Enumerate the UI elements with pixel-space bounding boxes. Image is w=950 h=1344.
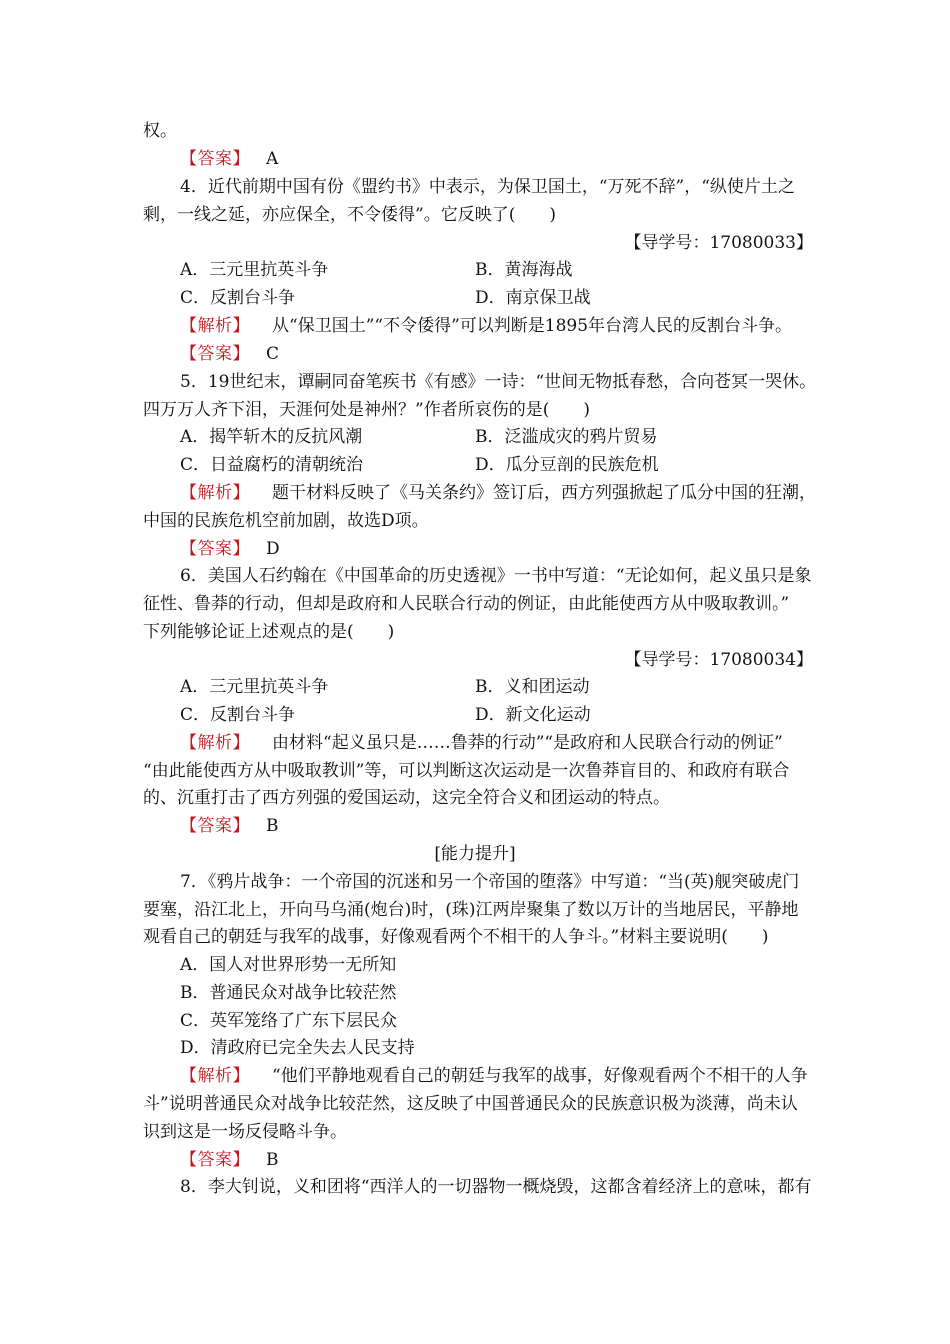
question-6-text: 征性、鲁莽的行动，但却是政府和人民联合行动的例证，由此能使西方从中吸取教训。” [143,594,790,614]
question-4-text: 4．近代前期中国有份《盟约书》中表示，为保卫国土，“万死不辞”，“纵使片土之 [180,177,795,197]
answer-tag: 【答案】 [180,344,250,364]
answer-row [180,342,279,366]
analysis-row [180,314,792,338]
option-b: B．普通民众对战争比较茫然 [180,983,397,1003]
option-c: C．反割台斗争 [180,705,296,725]
answer-value: B [266,816,279,836]
answer-row [180,147,278,171]
option-b: B．义和团运动 [475,677,590,697]
question-5-text: 四万万人齐下泪，天涯何处是神州？”作者所哀伤的是( ) [143,400,590,420]
analysis-tag: 【解析】 [180,316,250,336]
option-d: D．新文化运动 [475,705,591,725]
analysis-text: 中国的民族危机空前加剧，故选D项。 [143,511,429,531]
analysis-text: 的、沉重打击了西方列强的爱国运动，这完全符合义和团运动的特点。 [143,788,670,808]
answer-tag: 【答案】 [180,1150,250,1170]
text-line: 权。 [143,121,177,141]
question-7-text: 观看自己的朝廷与我军的战事，好像观看两个不相干的人争斗。”材料主要说明( ) [143,927,769,947]
answer-tag: 【答案】 [180,539,250,559]
option-a: A．三元里抗英斗争 [180,677,329,697]
answer-value: C [266,344,280,364]
question-7-text: 要塞，沿江北上，开向马乌涌(炮台)时，(珠)江两岸聚集了数以万计的当地居民，平静地 [143,900,799,920]
option-c: C．英军笼络了广东下层民众 [180,1011,398,1031]
analysis-row [180,1064,808,1088]
option-a: A．三元里抗英斗争 [180,260,329,280]
answer-value: A [266,149,279,169]
answer-tag: 【答案】 [180,149,250,169]
analysis-text: “他们平静地观看自己的朝廷与我军的战事，好像观看两个不相干的人争 [272,1066,808,1086]
option-b: B．泛滥成灾的鸦片贸易 [475,427,658,447]
analysis-tag: 【解析】 [180,733,250,753]
analysis-text: 由材料“起义虽只是……鲁莽的行动”“是政府和人民联合行动的例证” [272,733,783,753]
analysis-tag: 【解析】 [180,1066,250,1086]
analysis-text: 斗”说明普通民众对战争比较茫然，这反映了中国普通民众的民族意识极为淡薄，尚未认 [143,1094,798,1114]
option-a: A．揭竿斩木的反抗风潮 [180,427,363,447]
question-8-text: 8．李大钊说，义和团将“西洋人的一切器物一概烧毁，这都含着经济上的意味，都有 [180,1177,812,1197]
analysis-row [180,481,816,505]
answer-row [180,537,280,561]
option-a: A．国人对世界形势一无所知 [180,955,397,975]
answer-row [180,814,279,838]
answer-row [180,1148,279,1172]
guide-code: 【导学号：17080033】 [624,233,813,253]
option-c: C．日益腐朽的清朝统治 [180,455,364,475]
section-heading: [能力提升] [434,844,516,864]
answer-tag: 【答案】 [180,816,250,836]
analysis-text: 从“保卫国土”“不令倭得”可以判断是1895年台湾人民的反割台斗争。 [272,316,793,336]
option-d: D．清政府已完全失去人民支持 [180,1038,415,1058]
option-d: D．瓜分豆剖的民族危机 [475,455,659,475]
question-7-text: 7．《鸦片战争：一个帝国的沉迷和另一个帝国的堕落》中写道：“当(英)舰突破虎门 [180,872,800,892]
option-b: B．黄海海战 [475,260,573,280]
option-c: C．反割台斗争 [180,288,296,308]
question-6-text: 下列能够论证上述观点的是( ) [143,622,395,642]
question-4-text: 剩，一线之延，亦应保全，不令倭得”。它反映了( ) [143,205,556,225]
analysis-tag: 【解析】 [180,483,250,503]
question-5-text: 5．19世纪末，谭嗣同奋笔疾书《有感》一诗：“世间无物抵春愁，合向苍冥一哭休。 [180,372,817,392]
guide-code: 【导学号：17080034】 [624,650,813,670]
option-d: D．南京保卫战 [475,288,591,308]
analysis-row [180,731,783,755]
analysis-text: “由此能使西方从中吸取教训”等，可以判断这次运动是一次鲁莽盲目的、和政府有联合 [143,761,790,781]
answer-value: D [266,539,280,559]
analysis-text: 题干材料反映了《马关条约》签订后，西方列强掀起了瓜分中国的狂潮， [272,483,816,503]
answer-value: B [266,1150,279,1170]
question-6-text: 6．美国人石约翰在《中国革命的历史透视》一书中写道：“无论如何，起义虽只是象 [180,566,812,586]
analysis-text: 识到这是一场反侵略斗争。 [143,1122,347,1142]
